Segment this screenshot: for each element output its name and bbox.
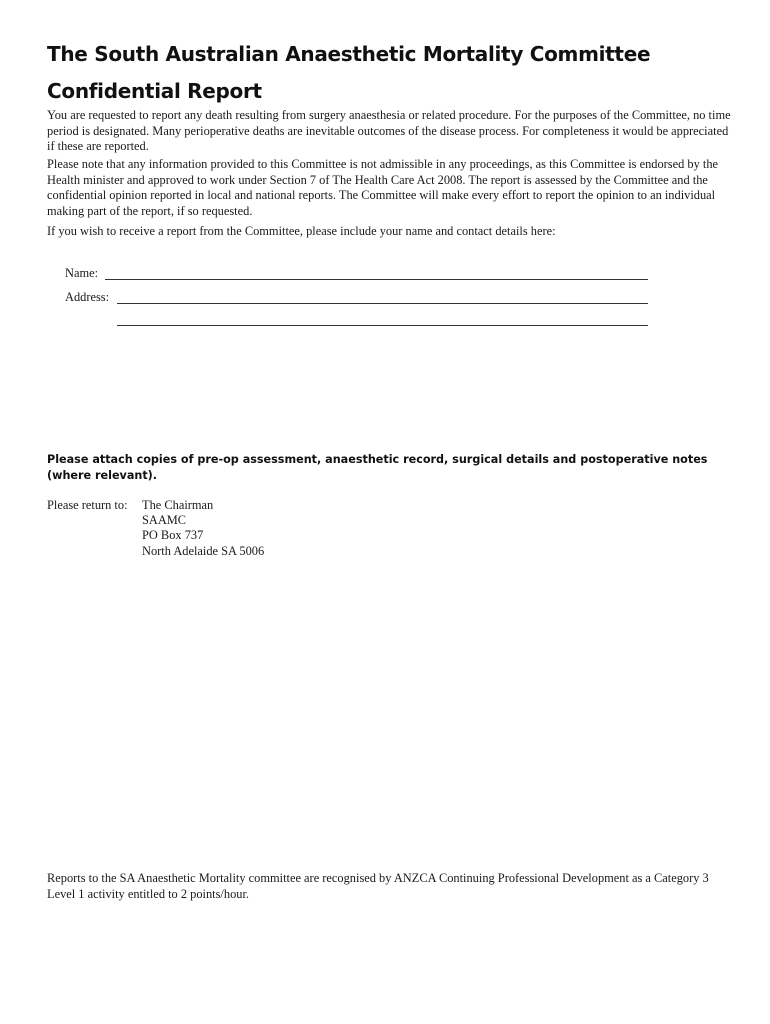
address-field-line-1[interactable]	[117, 303, 648, 304]
name-label: Name:	[65, 266, 99, 280]
confidentiality-paragraph: Please note that any information provided to this Committee is not admissible in any proceedings, as this Committee is endorsed by the Health minister and approved to work under Section 7 of The Health Care Act 2008. The report is assessed by the Committee and the confidential opinion reported in local and national reports. The Committee will make every effort to report the opinion to an individual making part of the report, if so requested.	[47, 157, 719, 219]
address-field-line-2[interactable]	[117, 325, 648, 326]
return-label: Please return to:	[47, 498, 128, 512]
page-title: The South Australian Anaesthetic Mortality Committee	[47, 42, 651, 66]
name-field[interactable]	[105, 279, 648, 280]
intro-paragraph: You are requested to report any death resulting from surgery anaesthesia or related procedure. For the purposes of the Committee, no time period is designated. Many perioperative deaths are inevitable outcomes of the disease process. For completeness it would be appreciated if these are reported.	[47, 108, 731, 154]
cpd-footer-note: Reports to the SA Anaesthetic Mortality committee are recognised by ANZCA Continuing Professional Development as a Category 3 Level 1 activity entitled to 2 points/hour.	[47, 871, 709, 901]
return-address-line: The Chairman	[142, 498, 214, 512]
return-address-line: PO Box 737	[142, 528, 204, 543]
return-address-line: SAAMC	[142, 513, 187, 528]
return-address	[142, 498, 264, 559]
attach-instructions: Please attach copies of pre-op assessment, anaesthetic record, surgical details and postoperative notes (where relevant).	[47, 453, 708, 482]
address-label: Address:	[65, 290, 110, 304]
return-address-line: North Adelaide SA 5006	[142, 543, 265, 558]
contact-request-paragraph: If you wish to receive a report from the Committee, please include your name and contact details here:	[47, 224, 556, 238]
page-subtitle: Confidential Report	[47, 79, 262, 103]
